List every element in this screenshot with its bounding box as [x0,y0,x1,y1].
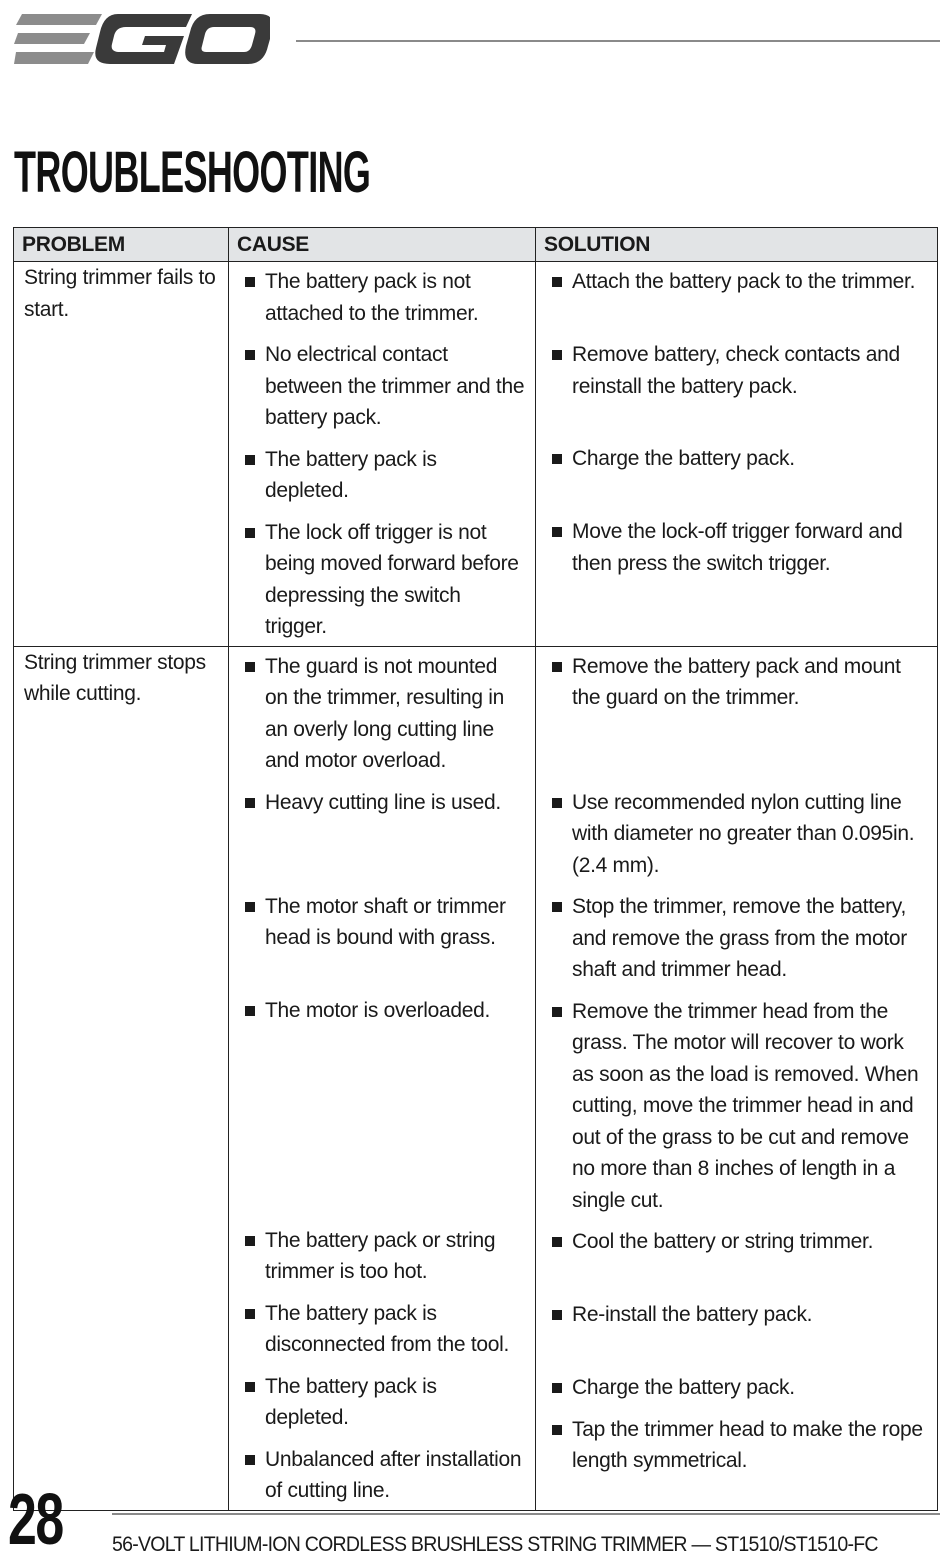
solution-item: Charge the battery pack. [542,1372,931,1404]
solution-item: Attach the battery pack to the trimmer. [542,266,931,329]
cause-item: The motor shaft or trimmer head is bound with grass. [235,891,529,985]
solution-item: Remove battery, check contacts and reinstall the battery pack. [542,339,931,433]
cause-item: The battery pack is disconnected from the tool. [235,1298,529,1361]
problem-cell: String trimmer stops while cutting. [14,646,229,1510]
page-number: 28 [8,1480,63,1560]
solution-item: Stop the trimmer, remove the battery, and remove the grass from the motor shaft and trimmer head. [542,891,931,986]
bullet-icon [245,455,255,465]
solution-item: Move the lock-off trigger forward and then press the switch trigger. [542,516,931,642]
table-header-row [14,228,938,262]
solution-item: Use recommended nylon cutting line with diameter no greater than 0.095in. (2.4 mm). [542,787,931,882]
header-problem: PROBLEM [14,228,229,262]
cause-item: The motor is overloaded. [235,995,529,1215]
cause-item: Unbalanced after installation of cutting line. [235,1444,529,1507]
solution-item: Remove the battery pack and mount the guard on the trimmer. [542,651,931,777]
solution-cell [536,646,938,1510]
cause-cell [229,262,536,647]
bullet-icon [552,662,562,672]
bullet-icon [245,1455,255,1465]
bullet-icon [552,350,562,360]
footer-text: 56-VOLT LITHIUM-ION CORDLESS BRUSHLESS STRING TRIMMER — ST1510/ST1510-FC [112,1533,878,1556]
bullet-icon [245,1382,255,1392]
solution-item: Remove the trimmer head from the grass. The motor will recover to work as soon as the load is removed. When cutting, move the trimmer head in and out of the grass to be cut and remove no more than 8 inches of length in a single cut. [542,996,931,1217]
bullet-icon [552,277,562,287]
problem-cell: String trimmer fails to start. [14,262,229,647]
solution-item: Cool the battery or string trimmer. [542,1226,931,1289]
solution-item: Re-install the battery pack. [542,1299,931,1362]
bullet-icon [552,1425,562,1435]
cause-item: The guard is not mounted on the trimmer, resulting in an overly long cutting line and motor overload. [235,651,529,777]
bullet-icon [245,1006,255,1016]
cause-item: The battery pack is not attached to the trimmer. [235,266,529,329]
troubleshooting-table [13,227,938,1511]
solution-item: Tap the trimmer head to make the rope length symmetrical. [542,1414,931,1477]
bullet-icon [245,798,255,808]
table-row [14,262,938,647]
page-title: TROUBLESHOOTING [14,140,371,205]
cause-item: The battery pack is depleted. [235,1371,529,1434]
bullet-icon [552,454,562,464]
bullet-icon [552,1237,562,1247]
cause-item: Heavy cutting line is used. [235,787,529,881]
cause-item: No electrical contact between the trimmer and the battery pack. [235,339,529,434]
header-cause: CAUSE [229,228,536,262]
bullet-icon [245,350,255,360]
header-solution: SOLUTION [536,228,938,262]
cause-item: The battery pack or string trimmer is too hot. [235,1225,529,1288]
bullet-icon [245,277,255,287]
bullet-icon [245,902,255,912]
ego-logo [14,12,270,68]
bullet-icon [552,1310,562,1320]
table-row [14,646,938,1510]
footer-rule [112,1513,940,1515]
bullet-icon [245,528,255,538]
cause-item: The lock off trigger is not being moved forward before depressing the switch trigger. [235,517,529,643]
bullet-icon [552,798,562,808]
bullet-icon [245,662,255,672]
header-rule [296,40,940,42]
cause-item: The battery pack is depleted. [235,444,529,507]
cause-cell [229,646,536,1510]
bullet-icon [552,1007,562,1017]
solution-cell [536,262,938,647]
bullet-icon [245,1309,255,1319]
bullet-icon [552,1383,562,1393]
bullet-icon [552,527,562,537]
bullet-icon [245,1236,255,1246]
solution-item: Charge the battery pack. [542,443,931,506]
bullet-icon [552,902,562,912]
